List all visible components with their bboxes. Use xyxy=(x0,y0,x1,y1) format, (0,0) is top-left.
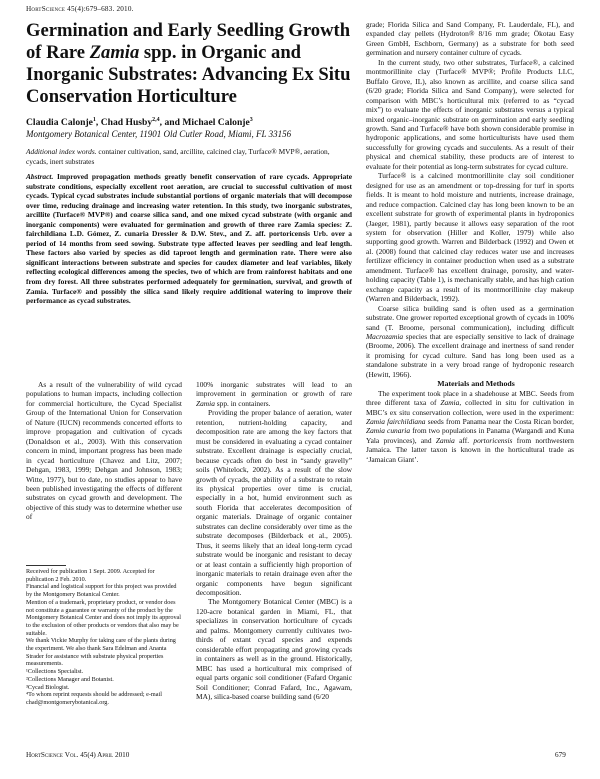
journal-name: HortScience xyxy=(26,5,66,13)
footnote: Mention of a trademark, proprietary product, or vendor does not constitute a guarantee or warranty of the product by the Montgomery Botanical Center and does not imply its approval to the exclusion of other products or vendors that also may be suitable. xyxy=(26,598,182,637)
paragraph: Turface® is a calcined montmorillinite clay soil conditioner designed for use as an amendment or top-dressing for turf in sports fields. It is meant to hold moisture and nutrients, increase drainage, and reduce compaction. Calcined clay has long been known to be an excellent substrate for growth of experimental plants in hydroponics (Jaeger, 1981), partly because it allows easy separation of the root system for observation (Hiller and Koller, 1979) while also supporting good growth. Warren and Bilderback (1992) and Owen et al. (2008) found that calcined clay reduces water use and increases fertilizer efficiency in container production when used as a substrate amendment. Turface® has excellent drainage, porosity, and water-holding capacity (Table 1), is mechanically stable, and has high cation exchange capacity as a result of its montmorillinite clay makeup (Warren and Bilderback, 1992). xyxy=(366,171,574,304)
paragraph: As a result of the vulnerability of wild cycad populations to human impacts, including collection for commercial horticulture, the Cycad Specialist Group of the International Union for Conservation of Nature (IUCN) recommends concerted efforts to improve propagation and cultivation of cycads (Donaldson et al., 2003). With this conservation concern in mind, important progress has been made in cycad horticulture (Chavez and Litz, 2007; Dehgan, 1983, 1999; Dehgan and Johnson, 1983; Witte, 1977), but to date, no studies appear to have been published investigating the effects of different substrates on cycad growth and development. The objective of this study was to determine whether use of xyxy=(26,380,182,522)
affiliation: Montgomery Botanical Center, 11901 Old Cutler Road, Miami, FL 33156 xyxy=(26,129,292,140)
author-list xyxy=(26,114,352,129)
footnote: ⁴To whom reprint requests should be addressed; e-mail chad@montgomerybotanical.org. xyxy=(26,691,162,706)
author-name: Chad Husby xyxy=(100,117,153,129)
text-run: from northwestern Jamaica. The latter taxon is known in the horticultural trade as ‘Jamaican Giant’. xyxy=(366,435,575,464)
text-run: spp. in containers. xyxy=(214,398,271,408)
footnotes xyxy=(26,568,182,707)
text-run: Zamia fairchildiana xyxy=(366,417,426,427)
footnote: ²Collections Manager and Botanist. xyxy=(26,675,114,683)
paragraph xyxy=(366,389,574,465)
keywords xyxy=(26,147,352,166)
keywords-text: container cultivation, sand, arcillite, calcined clay, Turface® MVP®, aeration, cycads, inert substrates xyxy=(26,147,330,166)
text-run: from two populations in Panama (Wargandi and Kuna Yala provinces), and xyxy=(366,426,574,445)
text-run: species that are especially sensitive to lack of drainage (Broome, 2006). The excellent drainage and inertness of sand render it promising for cycad culture. Sand has long been used as a standalone substrate in a very broad range of hydroponic research (Hewitt, 1966). xyxy=(366,331,574,379)
text-run: aff. xyxy=(454,435,474,445)
keywords-label: Additional index words. xyxy=(26,147,97,157)
author-name: Claudia Calonje xyxy=(26,117,93,129)
abstract xyxy=(26,172,352,306)
footnote: We thank Vickie Murphy for taking care of the plants during the experiment. We also thank Sara Edelman and Ananta Strader for assistance with substrate physical properties measurements. xyxy=(26,637,176,668)
author-separator: , and xyxy=(159,117,183,129)
page-number: 679 xyxy=(555,751,566,759)
author-separator: , xyxy=(95,117,101,129)
footnote: ¹Collections Specialist. xyxy=(26,668,84,676)
paragraph: The Montgomery Botanical Center (MBC) is a 120-acre botanical garden in Miami, FL, that specializes in conservation horticulture of cycads and palms. Montgomery currently cultivates two-thirds of extant cycad species and expends considerable effort propagating and growing cycads in containers as well as in the ground. Historically, MBC has used a horticultural mix comprised of equal parts organic soil conditioner (Fafard Organic Soil Conditioner; Conrad Fafard, Inc., Agawam, MA), silica-based coarse building sand (6/20 xyxy=(196,597,352,701)
author-footnote-ref: 3 xyxy=(249,117,253,123)
footnote: Financial and logistical support for this project was provided by the Montgomery Botanical Center. xyxy=(26,583,177,599)
abstract-text: Improved propagation methods greatly benefit conservation of rare cycads. Appropriate substrate conditions, especially excellent root aeration, are crucial to successful cultivation of most cycads. Typical cycad substrates include substantial portions of organic materials that will decompose over time, reducing drainage and increasing water retention. In this study, two inorganic substrates, arcillite (Turface® MVP®) and coarse silica sand, and one mixed cycad substrate (with organic and inorganic components) were evaluated for germination and growth of three rare Zamia species: Z. fairchildiana L.D. Gómez, Z. cunaria Dressler & D.W. Stev., and Z. aff. portoricensis Urb. over a period of 14 months from seed sowing. Substrate type affected leaves per seedling and leaf length. These factors also varied by species as did taproot length and germination rate. There were also significant interactions between substrate and species for caudex diameter and leaf variables, likely reflecting ecological differences among the species, two of which are from rainforest habitats and one from dry forest. All three substrates performed adequately for germination, survival, and growth of Zamia. Turface® and possibly the silica sand likely require additional watering to improve their performance as cycad substrates. xyxy=(26,172,353,306)
text-run: Zamia xyxy=(440,398,460,408)
text-run: The experiment took place in a shadehouse at MBC. Seeds from three different taxa of xyxy=(366,388,574,408)
body-column-1 xyxy=(26,380,182,522)
article-title: Germination and Early Seedling Growth of Rare Zamia spp. in Organic and Inorganic Substrates: Advancing Ex Situ Conservation Horticulture xyxy=(26,20,351,107)
text-run: Zamia xyxy=(196,398,215,408)
footer-volume: Vol. 45(4) April 2010 xyxy=(64,751,130,759)
text-run: Zamia cunaria xyxy=(366,426,411,436)
abstract-label: Abstract. xyxy=(26,172,54,181)
text-run: seeds from Panama near the Costa Rican border, xyxy=(425,417,575,427)
text-run: Zamia xyxy=(435,435,455,445)
paragraph: grade; Florida Silica and Sand Company, Ft. Lauderdale, FL), and expanded clay pellets (Hydroton® 8/16 mm grade; Ökotau Easy Green GmbH, Eschborn, Germany) as a substrate for both seed germination and nursery container culture of cycads. xyxy=(366,20,574,58)
title-block xyxy=(26,20,352,306)
text-run: Macrozamia xyxy=(366,331,404,341)
text-run: 100% inorganic substrates will lead to an improvement in germination or growth of rare xyxy=(196,380,352,399)
footnote: ³Cycad Biologist. xyxy=(26,683,70,691)
text-run: portoricensis xyxy=(473,435,513,445)
footer-journal: HortScience xyxy=(26,751,63,759)
paragraph: In the current study, two other substrates, Turface®, a calcined montmorillinite clay (Turface® MVP®; Profile Products LLC, Buffalo Grove, IL), also known as arcillite, and coarse silica sand (6/20 grade; Florida Silica and Sand Company), were selected for comparison with MBC’s horticultural mix (referred to as “cycad mix”) to evaluate the effects of inorganic substrates versus a typical mixed organic–inorganic substrate on germination and early seedling growth. Sand and Turface® have both shown considerable promise in hydroponic applications, and some horticulturists have used them successfully for growing cycads and succulents. As a result of their physical and chemical stability, these products are of interest to evaluate for their potential as long-term substrates for cycad culture. xyxy=(366,57,574,171)
paragraph xyxy=(366,304,574,380)
body-column-2 xyxy=(196,380,352,701)
text-run: , collected in situ for cultivation in MBC’s ex situ conservation collection, were used in the experiment: xyxy=(366,398,575,417)
running-footer xyxy=(26,751,129,759)
journal-citation: 45(4):679–683. 2010. xyxy=(67,5,134,13)
paragraph: Providing the proper balance of aeration, water retention, nutrient-holding capacity, and decomposition rate are among the key factors that must be considered in evaluating a cycad container substrate. Excellent drainage is especially crucial, because cycads often do best in “sandy gravelly” soils (Whitelock, 2002). As a result of the slow growth of cycads, the ability of a substrate to retain its physical properties over time is crucial, especially in a hot, humid environment such as south Florida that accelerates decomposition of organic materials. Drainage of organic container substrates can decline considerably over time as the substrate decomposes (Bilderback et al., 2005). Thus, it seems likely that an ideal long-term cycad substrate would be inorganic and resistant to decay or at least contain a sufficiently high proportion of inorganic materials to retain drainage even after the organic components have begun significant decomposition. xyxy=(196,408,352,597)
running-header xyxy=(26,5,134,13)
footnote-divider xyxy=(26,565,66,566)
section-heading: Materials and Methods xyxy=(437,379,515,389)
author-name: Michael Calonje xyxy=(182,117,250,129)
author-footnote-ref: 1 xyxy=(92,117,96,123)
text-run: Coarse silica building sand is often used as a germination substrate. One grower reported exceptional growth of cycads in 100% sand (T. Broome, personal communication), including difficult xyxy=(366,303,574,332)
footnote: Received for publication 1 Sept. 2009. Accepted for publication 2 Feb. 2010. xyxy=(26,568,155,583)
author-footnote-ref: 2,4 xyxy=(152,117,160,123)
body-column-3 xyxy=(366,20,574,464)
paragraph xyxy=(196,380,352,408)
